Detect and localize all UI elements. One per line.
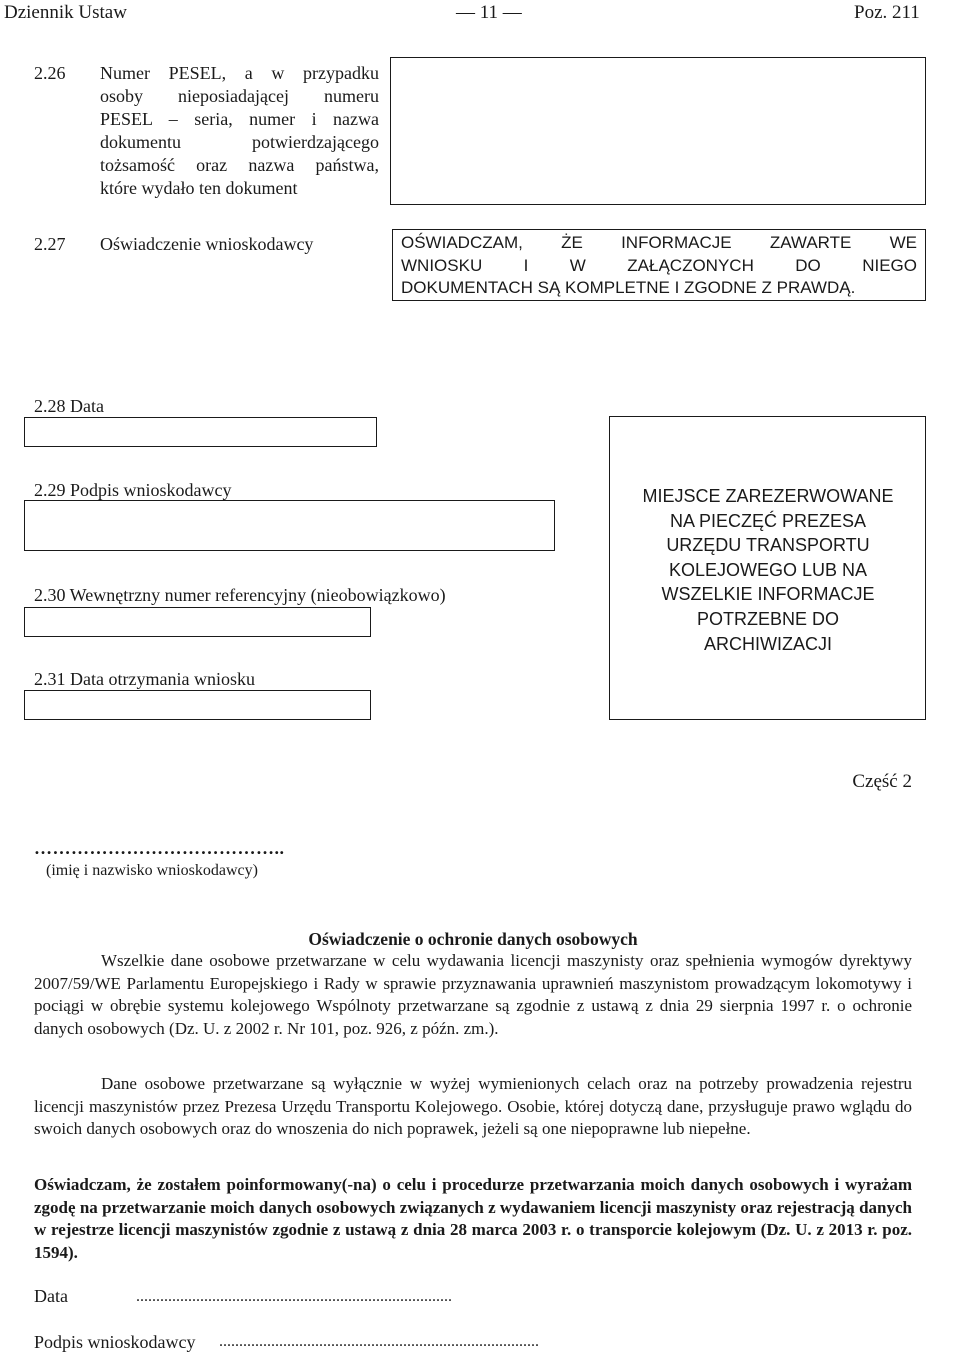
declaration-line: WNIOSKU I W ZAŁĄCZONYCH DO NIEGO xyxy=(401,255,917,275)
date-label: Data xyxy=(34,1286,68,1306)
consent-statement: Oświadczam, że zostałem poinformowany(-na) o celu i procedurze przetwarzania moich danych osobowych i wyrażam zgodę na przetwarzanie moich danych osobowych związanych z wydawaniem licencji maszynisty oraz rejestracją danych w rejestrze licencji maszynistów zgodnie z ustawą z dnia 28 marca 2003 r. o transporcie kolejowym (Dz. U. z 2013 r. poz. 1594). xyxy=(34,1175,912,1263)
field-227-number: 2.27 xyxy=(34,234,66,254)
field-226-label-line: PESEL – seria, numer i nazwa xyxy=(100,109,379,129)
paragraph-data-rights: Dane osobowe przetwarzane są wyłącznie w wyżej wymienionych celach oraz na potrzeby prowadzenia rejestru licencji maszynistów przez Prezesa Urzędu Transportu Kolejowego. Osobie, której dotyczą dane, przysługuje prawo wglądu do swoich danych osobowych oraz do wnoszenia do nich poprawek, jeżeli są one niepoprawne lub niepełne. xyxy=(34,1074,912,1139)
signature-label: Podpis wnioskodawcy xyxy=(34,1332,196,1352)
receipt-date-input-box[interactable] xyxy=(24,690,371,720)
field-226-label-line: dokumentu potwierdzającego xyxy=(100,132,379,152)
stamp-line: POTRZEBNE DO xyxy=(696,608,839,629)
paragraph-data-processing: Wszelkie dane osobowe przetwarzane w celu wydawania licencji maszynisty oraz spełnienia wymogów dyrektywy 2007/59/WE Parlamentu Europejskiego i Rady w sprawie przyznawania uprawnień maszynistom prowadzącym lokomotywy i pociągi w obrębie systemu kolejowego Wspólnoty przetwarzane są zgodnie z ustawą z dnia 29 sierpnia 1997 r. o ochronie danych osobowych (Dz. U. z 2002 r. Nr 101, poz. 926, z późn. zm.). xyxy=(34,951,912,1039)
field-226-label-line: które wydało ten dokument xyxy=(100,178,298,198)
field-226-label xyxy=(100,62,379,200)
declaration-text xyxy=(401,232,917,300)
applicant-name-caption: (imię i nazwisko wnioskodawcy) xyxy=(46,862,258,879)
field-227-label: Oświadczenie wnioskodawcy xyxy=(100,234,314,254)
date-dotted-line: ............................................................................... xyxy=(136,1288,452,1305)
field-229-label: 2.29 Podpis wnioskodawcy xyxy=(34,480,232,500)
stamp-box-text xyxy=(612,484,924,656)
field-226-label-line: tożsamość oraz nazwa państwa, xyxy=(100,155,379,175)
declaration-line: OŚWIADCZAM, ŻE INFORMACJE ZAWARTE WE xyxy=(401,233,917,252)
declaration-line: DOKUMENTACH SĄ KOMPLETNE I ZGODNE Z PRAWDĄ. xyxy=(401,278,856,297)
stamp-line: ARCHIWIZACJI xyxy=(704,633,832,654)
field-226-label-line: osoby nieposiadającej numeru xyxy=(100,86,379,106)
part-title: Część 2 xyxy=(852,771,912,792)
stamp-line: MIEJSCE ZAREZERWOWANE xyxy=(642,486,894,506)
date-input-box[interactable] xyxy=(24,417,377,447)
stamp-line: NA PIECZĘĆ PREZESA xyxy=(669,510,867,531)
stamp-line: URZĘDU TRANSPORTU xyxy=(666,535,870,556)
field-228-label: 2.28 Data xyxy=(34,396,104,416)
field-230-label: 2.30 Wewnętrzny numer referencyjny (nieobowiązkowo) xyxy=(34,585,446,605)
field-226-label-line: Numer PESEL, a w przypadku xyxy=(100,63,379,83)
signature-dotted-line: ................................................................................ xyxy=(219,1333,539,1350)
field-231-label: 2.31 Data otrzymania wniosku xyxy=(34,669,255,689)
stamp-line: KOLEJOWEGO LUB NA xyxy=(668,559,868,580)
stamp-line: WSZELKIE INFORMACJE xyxy=(661,584,875,605)
field-226-number: 2.26 xyxy=(34,63,66,83)
journal-title: Dziennik Ustaw xyxy=(4,2,127,23)
reference-number-input-box[interactable] xyxy=(24,607,371,637)
field-226-input-box[interactable] xyxy=(390,57,926,205)
data-protection-heading: Oświadczenie o ochronie danych osobowych xyxy=(308,929,638,949)
signature-input-box[interactable] xyxy=(24,500,555,551)
applicant-name-dots: ………………………………….. xyxy=(34,838,285,858)
position-number: Poz. 211 xyxy=(854,2,920,23)
page-number: — 11 — xyxy=(456,2,522,23)
